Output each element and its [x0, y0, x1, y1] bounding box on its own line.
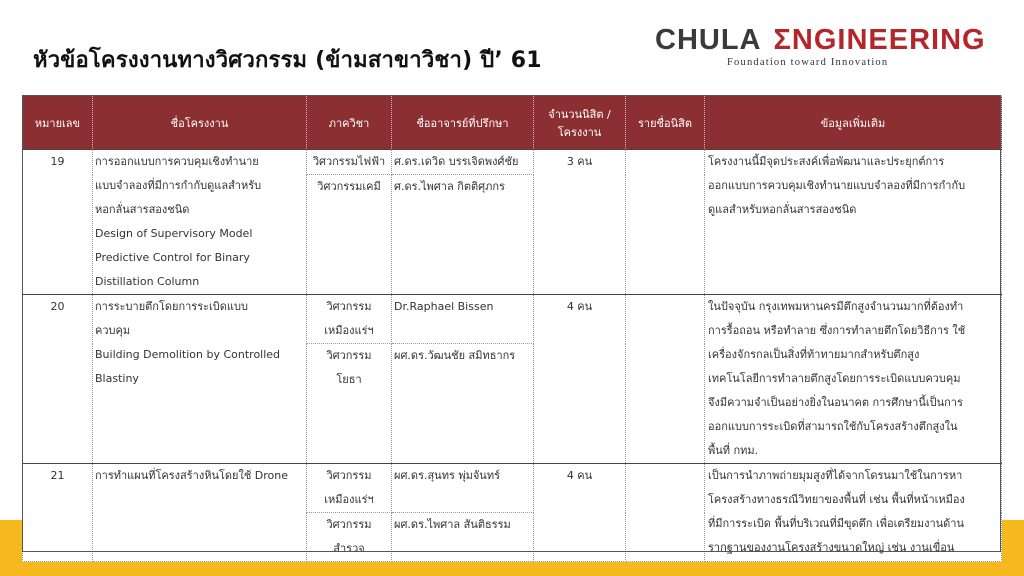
header-advisor: ชื่ออาจารย์ที่ปรึกษา [392, 96, 534, 150]
project-name-line: Blastiny [95, 372, 139, 385]
header-student-count: จำนวนนิสิต / โครงงาน [534, 96, 626, 150]
info-line: ออกแบบการควบคุมเชิงทำนายแบบจำลองที่มีการกำกับ [708, 179, 966, 192]
info-line: ที่มีการระเบิด พื้นที่บริเวณที่มีขุดตึก เพื่อเตรียมงานด้าน [708, 517, 964, 530]
department-line: วิศวกรรม [326, 349, 372, 362]
student-count: 4 คน [534, 464, 626, 562]
header-number: หมายเลข [23, 96, 93, 150]
header-student-names: รายชื่อนิสิต [626, 96, 705, 150]
department-line: วิศวกรรม [326, 518, 372, 531]
project-name-line: ควบคุม [95, 324, 131, 337]
info-line: จึงมีความจำเป็นอย่างยิ่งในอนาคต การศึกษานี้เป็นการ [708, 396, 963, 409]
advisor: ศ.ดร.เดวิด บรรเจิดพงศ์ชัย [392, 150, 534, 175]
project-name-line: หอกลั่นสารสองชนิด [95, 203, 190, 216]
student-count: 4 คน [534, 295, 626, 464]
department-line: วิศวกรรม [326, 300, 372, 313]
header-department: ภาควิชา [307, 96, 392, 150]
project-number: 20 [23, 295, 93, 464]
info-line: โครงงานนี้มีจุดประสงค์เพื่อพัฒนาและประยุกต์การ [708, 155, 945, 168]
student-count: 3 คน [534, 150, 626, 295]
logo-engineering-text: ΣNGINEERING [773, 24, 986, 56]
projects-table [22, 95, 1002, 562]
header-project-name: ชื่อโครงงาน [93, 96, 307, 150]
logo-tagline: Foundation toward Innovation [727, 57, 889, 68]
department-line: สำรวจ [333, 542, 365, 555]
department-line: โยธา [336, 373, 362, 386]
info-line: การรื้อถอน หรือทำลาย ซึ่งการทำลายตึกโดยวิธีการ ใช้ [708, 324, 966, 337]
advisor: Dr.Raphael Bissen [392, 295, 534, 344]
info-line: พื้นที่ กทม. [708, 444, 759, 457]
project-name [93, 150, 307, 295]
advisor: ผศ.ดร.สุนทร พุ่มจันทร์ [392, 464, 534, 513]
department-line: วิศวกรรม [326, 469, 372, 482]
advisor: ผศ.ดร.ไพศาล สันติธรรม [392, 513, 534, 562]
department: วิศวกรรมไฟฟ้า [307, 150, 392, 175]
advisor: ผศ.ดร.วัฒนชัย สมิทธากร [392, 344, 534, 464]
project-name-line: การออกแบบการควบคุมเชิงทำนาย [95, 155, 259, 168]
info-line: เป็นการนำภาพถ่ายมุมสูงที่ได้จากโดรนมาใช้ในการหา [708, 469, 963, 482]
project-name-line: การทำแผนที่โครงสร้างหินโดยใช้ Drone [95, 469, 289, 482]
table-header-row [23, 96, 1002, 150]
additional-info [705, 464, 1002, 562]
department [307, 295, 392, 344]
info-line: รากฐานของงานโครงสร้างขนาดใหญ่ เช่น งานเขื่อน [708, 541, 955, 554]
info-line: ออกแบบการระเบิดที่สามารถใช้กับโครงสร้างตึกสูงใน [708, 420, 958, 433]
department-line: เหมืองแร่ฯ [324, 324, 374, 337]
header-additional-info: ข้อมูลเพิ่มเติม [705, 96, 1002, 150]
student-names [626, 464, 705, 562]
info-line: ในปัจจุบัน กรุงเทพมหานครมีตึกสูงจำนวนมากที่ต้องทำ [708, 300, 964, 313]
logo-chula-text: CHULA [655, 24, 762, 56]
page-title: หัวข้อโครงงานทางวิศวกรรม (ข้ามสาขาวิชา) ปี’ 61 [33, 48, 542, 73]
project-name [93, 464, 307, 562]
project-name-line: แบบจำลองที่มีการกำกับดูแลสำหรับ [95, 179, 262, 192]
info-line: เทคโนโลยีการทำลายตึกสูงโดยการระเบิดแบบควบคุม [708, 372, 961, 385]
table-row [23, 295, 1002, 344]
advisor: ศ.ดร.ไพศาล กิตติศุภกร [392, 175, 534, 295]
logo-wordmark [655, 24, 986, 57]
project-name-line: Building Demolition by Controlled [95, 348, 281, 361]
project-name-line: Distillation Column [95, 275, 200, 288]
project-number: 19 [23, 150, 93, 295]
info-line: เครื่องจักรกลเป็นสิ่งที่ท้าทายมากสำหรับตึกสูง [708, 348, 920, 361]
info-line: ดูแลสำหรับหอกลั่นสารสองชนิด [708, 203, 857, 216]
table-row [23, 464, 1002, 513]
chula-engineering-logo [655, 24, 1000, 72]
student-names [626, 150, 705, 295]
info-line: โครงสร้างทางธรณีวิทยาของพื้นที่ เช่น พื้นที่หน้าเหมือง [708, 493, 965, 506]
project-name-line: การระบายตึกโดยการระเบิดแบบ [95, 300, 248, 313]
department [307, 344, 392, 464]
project-name-line: Predictive Control for Binary [95, 251, 250, 264]
additional-info [705, 295, 1002, 464]
project-number: 21 [23, 464, 93, 562]
department [307, 513, 392, 562]
additional-info [705, 150, 1002, 295]
table-row [23, 150, 1002, 175]
department-line: เหมืองแร่ฯ [324, 493, 374, 506]
project-name-line: Design of Supervisory Model [95, 227, 253, 240]
department: วิศวกรรมเคมี [307, 175, 392, 295]
student-names [626, 295, 705, 464]
department [307, 464, 392, 513]
project-name [93, 295, 307, 464]
